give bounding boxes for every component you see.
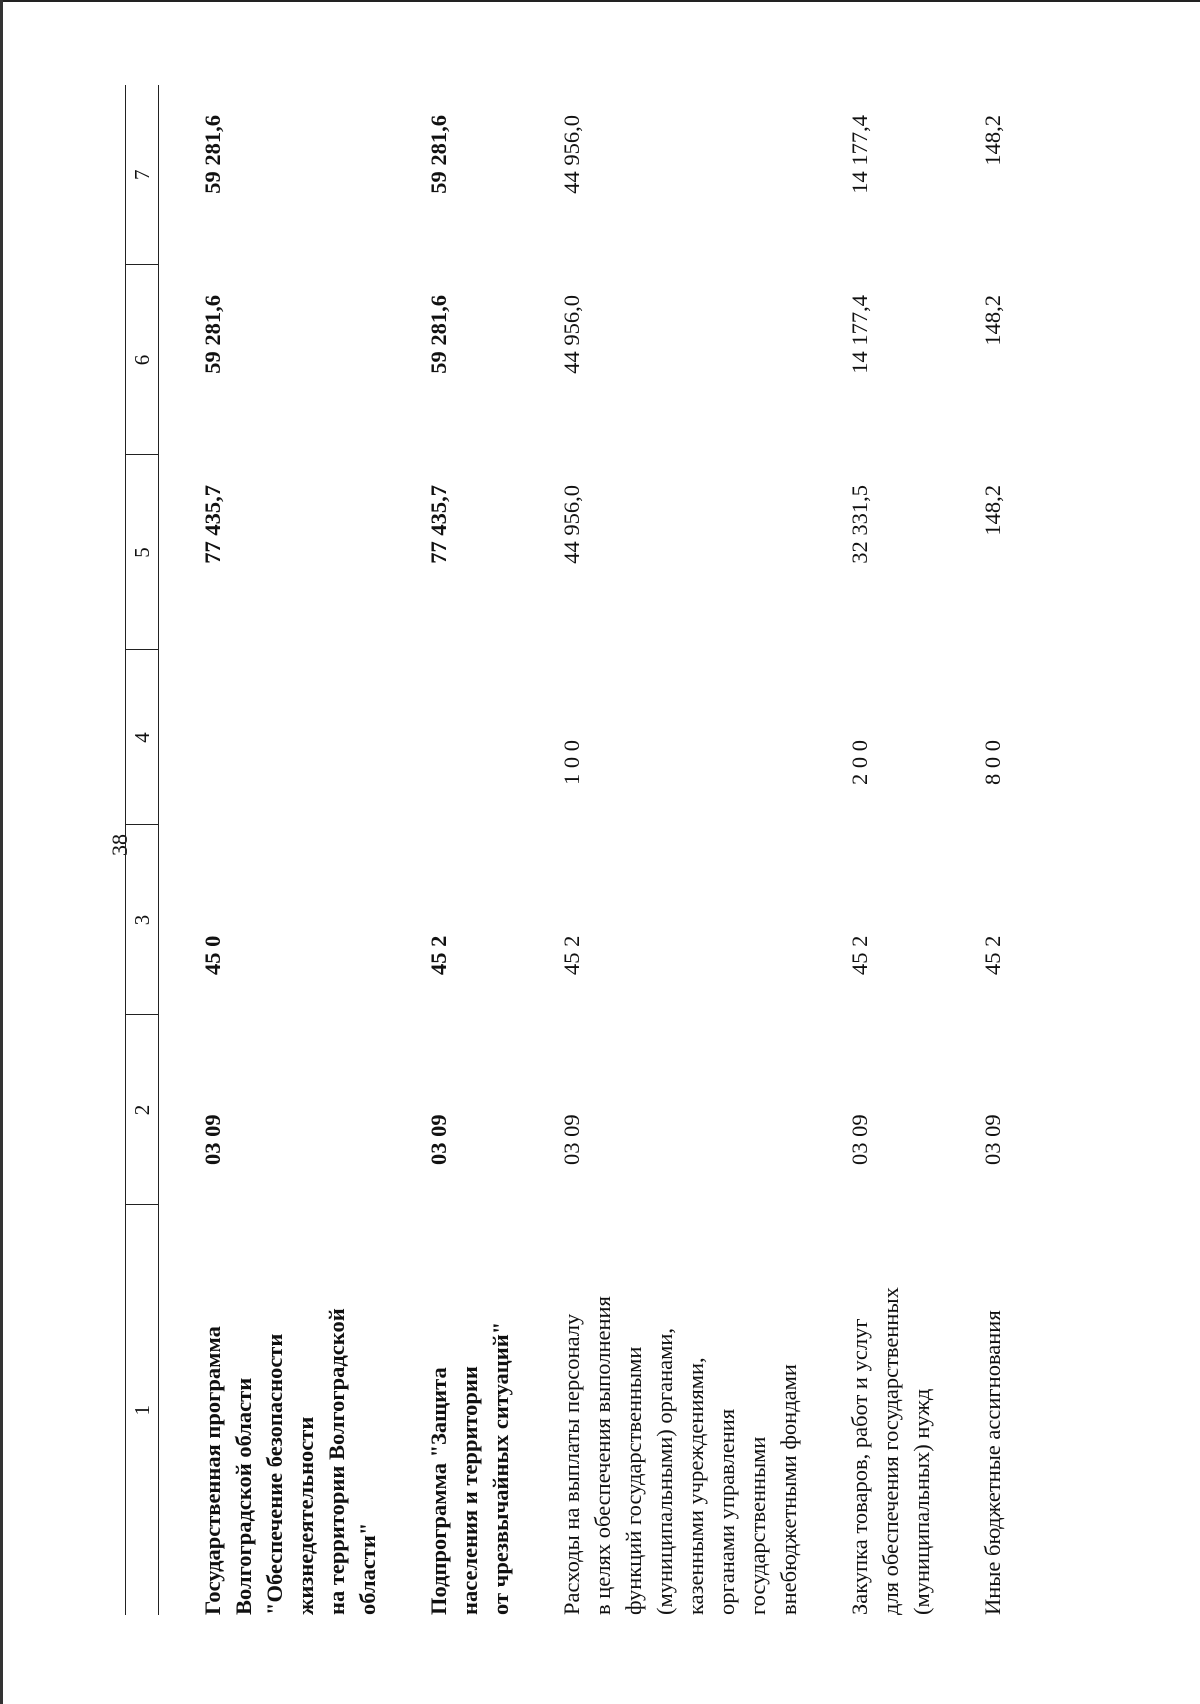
- page-number: 38: [107, 834, 132, 856]
- table-row: [423, 85, 516, 1615]
- row-section: 03 09: [847, 1114, 872, 1165]
- row-gap: [937, 85, 977, 1615]
- header-col-4: 4: [126, 650, 159, 825]
- row-name: [423, 1205, 516, 1615]
- row-amount-col7: 59 281,6: [426, 115, 451, 194]
- row-amount-col7: 59 281,6: [200, 115, 225, 194]
- row-name-line: внебюджетными фондами: [776, 1364, 801, 1615]
- row-amount-col6: 148,2: [980, 295, 1005, 346]
- row-name-line: Расходы на выплаты персоналу: [559, 1313, 584, 1615]
- table-row: [556, 85, 804, 1615]
- header-col-6: 6: [126, 265, 159, 455]
- table-row: [977, 85, 1008, 1615]
- row-gap: [516, 85, 556, 1615]
- row-name-line: государственными: [745, 1436, 770, 1615]
- row-expense-type: [159, 650, 384, 825]
- scan-edge-left: [0, 0, 3, 1704]
- row-name-line: функций государственными: [621, 1346, 646, 1615]
- row-name-line: Иные бюджетные ассигнования: [980, 1310, 1005, 1615]
- row-target-article: 45 2: [980, 935, 1005, 975]
- row-amount-col7: 148,2: [980, 115, 1005, 166]
- table-row: [844, 85, 937, 1615]
- row-target-article: 45 2: [426, 935, 451, 975]
- row-name-line: для обеспечения государственных: [878, 1287, 903, 1615]
- row-amount-col5: 148,2: [980, 485, 1005, 536]
- row-name: [556, 1205, 804, 1615]
- row-gap-cell: [383, 85, 423, 1615]
- row-amount-col5: 44 956,0: [559, 485, 584, 564]
- row-amount-col5: 77 435,7: [200, 485, 225, 564]
- row-section: 03 09: [200, 1114, 225, 1165]
- row-name-line: (муниципальных) нужд: [909, 1388, 934, 1615]
- row-name-line: органами управления: [714, 1408, 739, 1615]
- row-amount-col6: 59 281,6: [200, 295, 225, 374]
- table-body: [159, 85, 1009, 1615]
- row-name-line: "Обеспечение безопасности: [262, 1333, 287, 1615]
- row-gap-cell: [804, 85, 844, 1615]
- row-amount-col6: 14 177,4: [847, 295, 872, 374]
- row-gap: [804, 85, 844, 1615]
- header-col-1: 1: [126, 1205, 159, 1615]
- row-gap: [383, 85, 423, 1615]
- header-row: [126, 85, 159, 1615]
- row-target-article: 45 0: [200, 935, 225, 975]
- row-name-line: Волгоградской области: [231, 1377, 256, 1615]
- header-col-3: 3: [126, 825, 159, 1015]
- row-expense-type: [423, 650, 516, 825]
- row-section: 03 09: [559, 1114, 584, 1165]
- row-name-line: в целях обеспечения выполнения: [590, 1296, 615, 1615]
- rotated-page: [125, 85, 1175, 1615]
- row-target-article: 45 2: [847, 935, 872, 975]
- row-name-line: казенными учреждениями,: [683, 1357, 708, 1615]
- scan-edge-top: [0, 0, 1200, 2]
- table-row: [159, 85, 384, 1615]
- row-name-line: от чрезвычайных ситуаций": [488, 1321, 513, 1615]
- row-name: [977, 1205, 1008, 1615]
- table-header: [126, 85, 159, 1615]
- row-expense-type: 8 0 0: [980, 740, 1005, 785]
- row-name-line: населения и территории: [457, 1366, 482, 1615]
- row-name-line: на территории Волгоградской: [324, 1308, 349, 1615]
- row-name-line: области": [355, 1522, 380, 1615]
- row-target-article: 45 2: [559, 935, 584, 975]
- budget-table: [125, 85, 1008, 1615]
- row-name: [844, 1205, 937, 1615]
- row-expense-type: 2 0 0: [847, 740, 872, 785]
- row-name-line: Государственная программа: [200, 1326, 225, 1615]
- row-section: 03 09: [426, 1114, 451, 1165]
- row-gap-cell: [937, 85, 977, 1615]
- row-expense-type: 1 0 0: [559, 740, 584, 785]
- row-name-line: Закупка товаров, работ и услуг: [847, 1318, 872, 1615]
- row-amount-col6: 59 281,6: [426, 295, 451, 374]
- row-name-line: жизнедеятельности: [293, 1416, 318, 1615]
- header-col-7: 7: [126, 85, 159, 265]
- header-col-2: 2: [126, 1015, 159, 1205]
- row-gap-cell: [516, 85, 556, 1615]
- header-col-5: 5: [126, 455, 159, 650]
- row-section: 03 09: [980, 1114, 1005, 1165]
- row-name-line: Подпрограмма "Защита: [426, 1367, 451, 1615]
- row-name-line: (муниципальными) органами,: [652, 1327, 677, 1615]
- row-amount-col7: 14 177,4: [847, 115, 872, 194]
- row-amount-col6: 44 956,0: [559, 295, 584, 374]
- row-amount-col5: 77 435,7: [426, 485, 451, 564]
- row-name: [159, 1205, 384, 1615]
- row-amount-col7: 44 956,0: [559, 115, 584, 194]
- row-amount-col5: 32 331,5: [847, 485, 872, 564]
